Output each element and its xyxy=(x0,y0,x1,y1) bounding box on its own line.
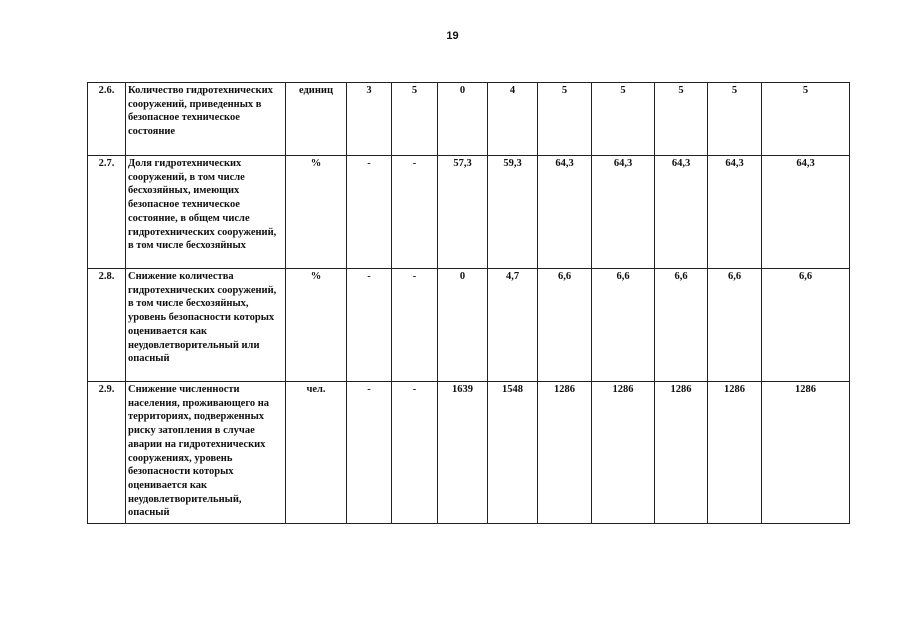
value-cell: 5 xyxy=(392,83,438,156)
value-cell: 4,7 xyxy=(488,269,538,382)
value-cell: 0 xyxy=(438,83,488,156)
unit-cell: единиц xyxy=(286,83,347,156)
row-number-cell: 2.6. xyxy=(88,83,126,156)
value-cell: - xyxy=(392,382,438,524)
value-cell: 6,6 xyxy=(592,269,655,382)
row-number-cell: 2.7. xyxy=(88,156,126,269)
table-row xyxy=(88,156,850,269)
unit-cell: % xyxy=(286,269,347,382)
value-cell: 1286 xyxy=(708,382,762,524)
value-cell: 64,3 xyxy=(655,156,708,269)
value-cell: - xyxy=(347,382,392,524)
value-cell: 64,3 xyxy=(592,156,655,269)
value-cell: 4 xyxy=(488,83,538,156)
value-cell: 57,3 xyxy=(438,156,488,269)
value-cell: 5 xyxy=(708,83,762,156)
indicator-description-cell: Количество гидротехнических сооружений, приведенных в безопасное техническое состояние xyxy=(126,83,286,156)
value-cell: 1548 xyxy=(488,382,538,524)
table-row xyxy=(88,269,850,382)
value-cell: 5 xyxy=(655,83,708,156)
value-cell: 1286 xyxy=(538,382,592,524)
indicator-description-cell: Снижение численности населения, проживающего на территориях, подверженных риску затопления в случае аварии на гидротехнических сооружениях, уровень безопасности которых оценивается как неудовлетворительный, опасный xyxy=(126,382,286,524)
value-cell: - xyxy=(392,269,438,382)
row-number-cell: 2.9. xyxy=(88,382,126,524)
value-cell: - xyxy=(347,269,392,382)
value-cell: 1639 xyxy=(438,382,488,524)
indicators-table xyxy=(87,82,850,524)
value-cell: 59,3 xyxy=(488,156,538,269)
row-number-cell: 2.8. xyxy=(88,269,126,382)
indicator-description-cell: Доля гидротехнических сооружений, в том числе бесхозяйных, имеющих безопасное техническое состояние, в общем числе гидротехнических сооружений, в том числе бесхозяйных xyxy=(126,156,286,269)
value-cell: 3 xyxy=(347,83,392,156)
indicator-description-cell: Снижение количества гидротехнических сооружений, в том числе бесхозяйных, уровень безопасности которых оценивается как неудовлетворительный или опасный xyxy=(126,269,286,382)
page-number: 19 xyxy=(446,30,459,42)
value-cell: 64,3 xyxy=(708,156,762,269)
value-cell: 64,3 xyxy=(538,156,592,269)
value-cell: 1286 xyxy=(592,382,655,524)
value-cell: 1286 xyxy=(655,382,708,524)
unit-cell: чел. xyxy=(286,382,347,524)
value-cell: - xyxy=(392,156,438,269)
table-row xyxy=(88,83,850,156)
table-row xyxy=(88,382,850,524)
value-cell: - xyxy=(347,156,392,269)
unit-cell: % xyxy=(286,156,347,269)
value-cell: 5 xyxy=(762,83,850,156)
value-cell: 0 xyxy=(438,269,488,382)
value-cell: 5 xyxy=(538,83,592,156)
value-cell: 6,6 xyxy=(708,269,762,382)
value-cell: 6,6 xyxy=(538,269,592,382)
value-cell: 6,6 xyxy=(762,269,850,382)
value-cell: 6,6 xyxy=(655,269,708,382)
value-cell: 5 xyxy=(592,83,655,156)
value-cell: 1286 xyxy=(762,382,850,524)
value-cell: 64,3 xyxy=(762,156,850,269)
